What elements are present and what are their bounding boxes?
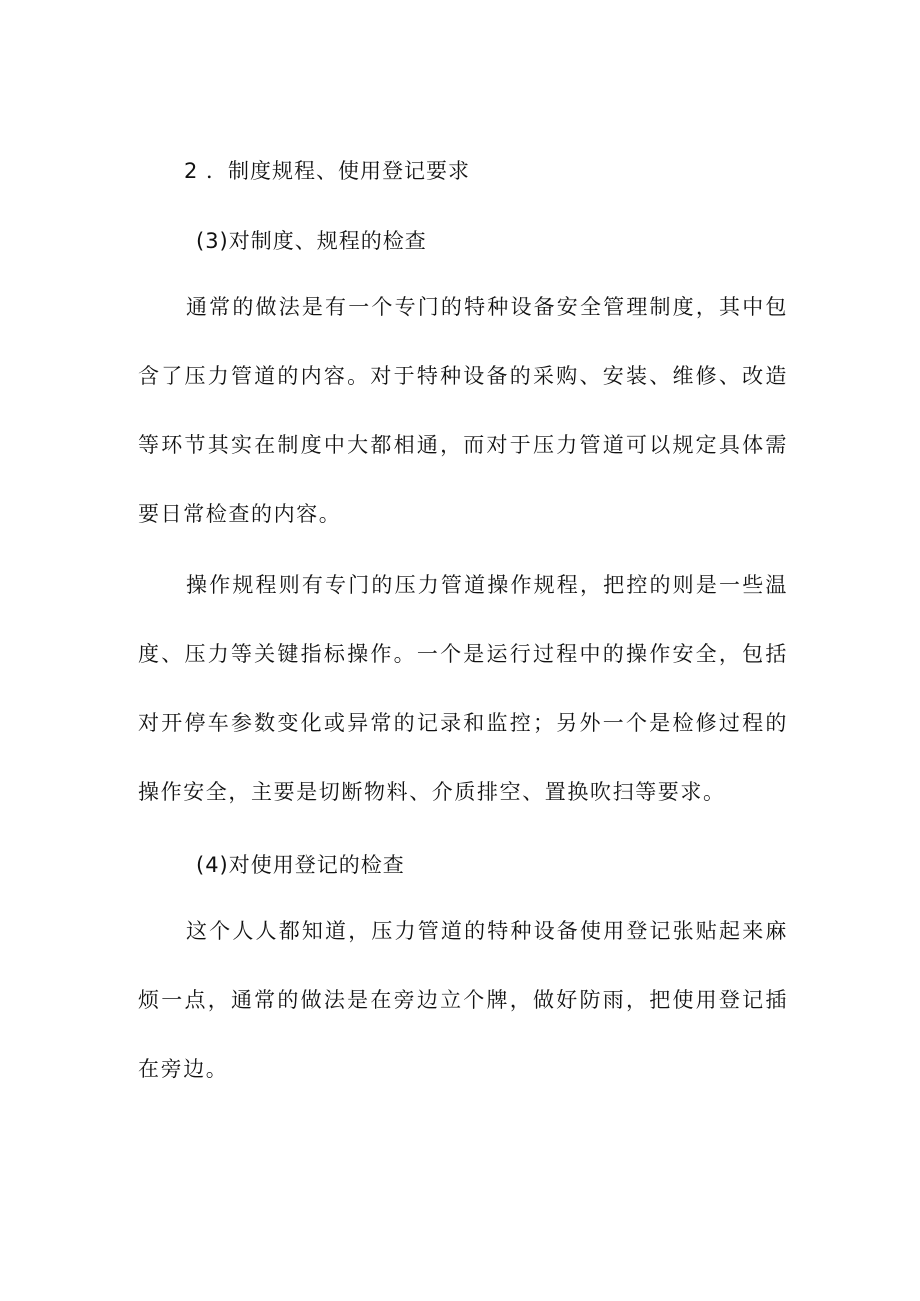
paragraph-management-system: 通常的做法是有一个专门的特种设备安全管理制度，其中包含了压力管道的内容。对于特种设备的采购、安装、维修、改造等环节其实在制度中大都相通，而对于压力管道可以规定具体需要日常检查的内容。	[138, 295, 788, 526]
paragraph-operating-procedures: 操作规程则有专门的压力管道操作规程，把控的则是一些温度、压力等关键指标操作。一个是运行过程中的操作安全，包括对开停车参数变化或异常的记录和监控；另外一个是检修过程的操作安全，主要是切断物料、介质排空、置换吹扫等要求。	[138, 573, 788, 804]
section-heading: 2 ．制度规程、使用登记要求	[184, 159, 471, 183]
paragraph-use-registration: 这个人人都知道，压力管道的特种设备使用登记张贴起来麻烦一点，通常的做法是在旁边立个牌，做好防雨，把使用登记插在旁边。	[138, 919, 788, 1081]
subsection-heading-4: (4)对使用登记的检查	[196, 853, 405, 877]
subsection-heading-3: (3)对制度、规程的检查	[196, 229, 427, 253]
